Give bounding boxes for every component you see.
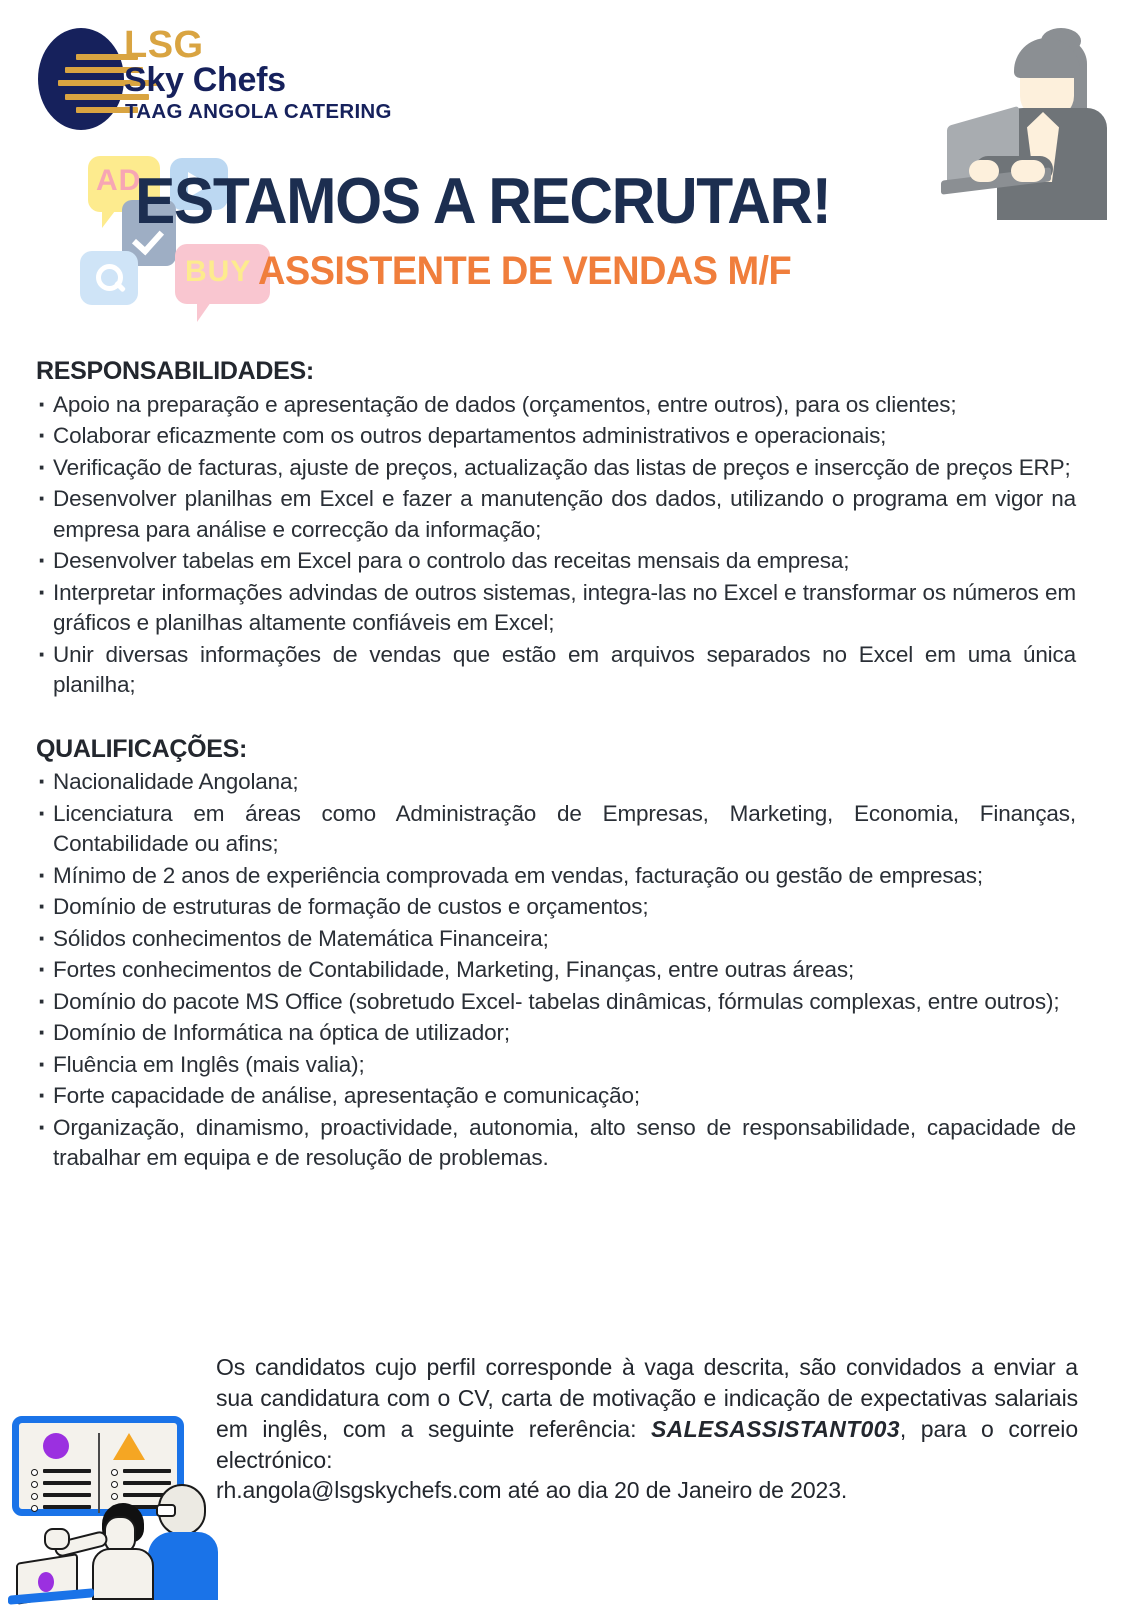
buy-bubble-label: BUY: [185, 255, 252, 288]
bullet-dot: [111, 1481, 118, 1488]
list-item: · Fluência em Inglês (mais valia);: [36, 1050, 1076, 1081]
list-item: · Colaborar eficazmente com os outros departamentos administrativos e operacionais;: [36, 421, 1076, 452]
job-description-content: [36, 358, 1076, 1175]
list-item: · Unir diversas informações de vendas que estão em arquivos separados no Excel em uma única planilha;: [36, 640, 1076, 701]
list-item: · Organização, dinamismo, proactividade, autonomia, alto senso de responsabilidade, capacidade de trabalhar em equipa e de resolução de problemas.: [36, 1113, 1076, 1174]
list-item: · Verificação de facturas, ajuste de preços, actualização das listas de preços e insercção de preços ERP;: [36, 453, 1076, 484]
buy-bubble-tail: [197, 302, 211, 322]
young-person-body-shape: [92, 1548, 154, 1600]
orange-triangle-icon: [113, 1433, 145, 1460]
laptop-screen-icon: [38, 1572, 54, 1592]
responsibilities-list: [36, 390, 1076, 701]
bullet-line: [123, 1481, 171, 1485]
page-subtitle: ASSISTENTE DE VENDAS M/F: [258, 249, 792, 293]
bullet-dot: [111, 1469, 118, 1476]
logo-brand-lsg: LSG: [124, 24, 204, 66]
bullet-dot: [31, 1505, 38, 1512]
bullet-dot: [31, 1469, 38, 1476]
ad-bubble-tail: [102, 211, 115, 228]
list-item: · Domínio do pacote MS Office (sobretudo Excel- tabelas dinâmicas, fórmulas complexas, entre outros);: [36, 987, 1076, 1018]
list-item: · Desenvolver tabelas em Excel para o controlo das receitas mensais da empresa;: [36, 546, 1076, 577]
logo-brand-taag: TAAG ANGOLA CATERING: [125, 100, 392, 123]
bullet-dot: [111, 1493, 118, 1500]
list-item: · Apoio na preparação e apresentação de dados (orçamentos, entre outros), para os clientes;: [36, 390, 1076, 421]
list-item: · Nacionalidade Angolana;: [36, 767, 1076, 798]
glasses-icon: [156, 1504, 176, 1517]
list-item: · Mínimo de 2 anos de experiência comprovada em vendas, facturação ou gestão de empresas;: [36, 861, 1076, 892]
qualifications-heading: QUALIFICAÇÕES:: [36, 734, 248, 763]
bullet-dot: [31, 1493, 38, 1500]
list-item: · Forte capacidade de análise, apresentação e comunicação;: [36, 1081, 1076, 1112]
page-title: ESTAMOS A RECRUTAR!: [135, 164, 831, 237]
purple-circle-icon: [43, 1433, 69, 1459]
board-divider: [98, 1433, 100, 1513]
list-item: · Domínio de estruturas de formação de custos e orçamentos;: [36, 892, 1076, 923]
woman-with-laptop-illustration: [915, 24, 1135, 224]
application-instructions: [216, 1352, 1078, 1476]
logo-brand-skychefs: Sky Chefs: [124, 61, 286, 99]
people-reviewing-board-illustration: [6, 1376, 236, 1600]
magnifier-handle-icon: [114, 280, 126, 292]
responsibilities-heading: RESPONSABILIDADES:: [36, 357, 314, 385]
older-person-body-shape: [148, 1532, 218, 1600]
list-item: · Desenvolver planilhas em Excel e fazer a manutenção dos dados, utilizando o programa em vigor na empresa para análise e correcção da informação;: [36, 484, 1076, 545]
left-hand-shape: [969, 160, 999, 182]
contact-line: rh.angola@lsgskychefs.com até ao dia 20 de Janeiro de 2023.: [216, 1477, 848, 1503]
search-bubble-icon: [80, 251, 138, 305]
ad-bubble-label: AD: [96, 164, 142, 197]
list-item: · Fortes conhecimentos de Contabilidade, Marketing, Finanças, entre outras áreas;: [36, 955, 1076, 986]
pointing-hand-shape: [44, 1528, 70, 1550]
bullet-line: [43, 1505, 91, 1509]
list-item: · Sólidos conhecimentos de Matemática Financeira;: [36, 924, 1076, 955]
bullet-line: [43, 1469, 91, 1473]
company-logo: [38, 26, 458, 141]
buy-bubble-icon: [175, 244, 270, 304]
list-item: · Interpretar informações advindas de outros sistemas, integra-las no Excel e transformar os números em gráficos e planilhas altamente confiáveis em Excel;: [36, 578, 1076, 639]
list-item: · Domínio de Informática na óptica de utilizador;: [36, 1018, 1076, 1049]
bullet-line: [43, 1493, 91, 1497]
bullet-line: [123, 1469, 171, 1473]
section-spacer: [36, 702, 1076, 736]
qualifications-list: [36, 767, 1076, 1174]
bullet-dot: [31, 1481, 38, 1488]
instructions-before-reference: Os candidatos cujo perfil corresponde à vaga descrita, são convidados a enviar a sua candidatura com o CV, carta de motivação e indicação de expectativas salariais em inglês, com a seguinte referência:: [216, 1354, 1078, 1442]
right-hand-shape: [1011, 160, 1045, 182]
list-item: · Licenciatura em áreas como Administração de Empresas, Marketing, Economia, Finanças, Contabilidade ou afins;: [36, 799, 1076, 860]
logo-sphere-icon: [38, 28, 124, 130]
bullet-line: [43, 1481, 91, 1485]
instructions-after-reference: , para o correio electrónico:: [216, 1416, 1079, 1473]
job-reference-code: SALESASSISTANT003: [651, 1416, 900, 1442]
